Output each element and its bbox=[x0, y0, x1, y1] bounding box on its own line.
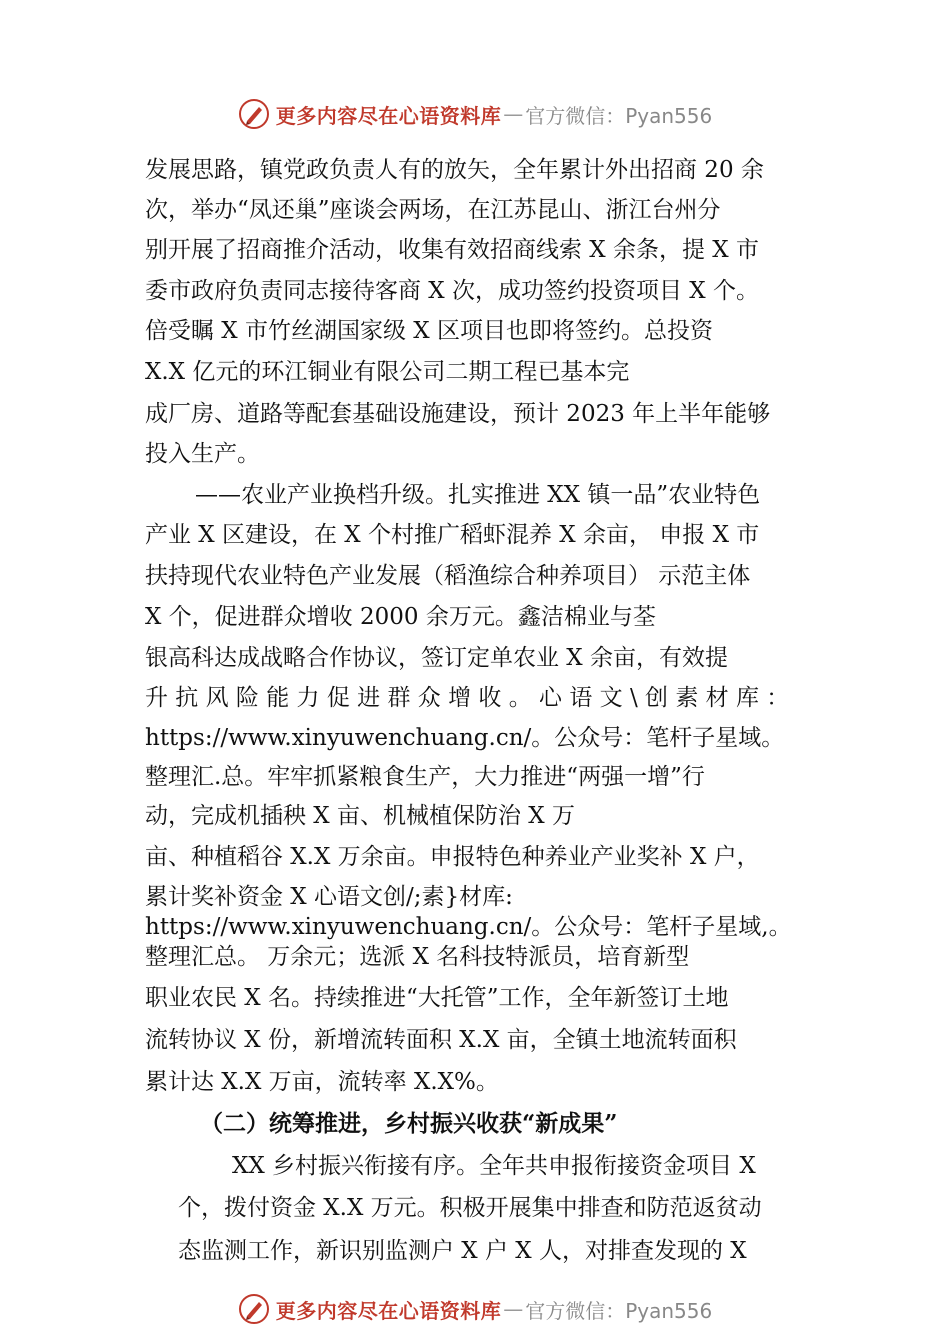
text-line: 扶持现代农业特色产业发展（稻渔综合种养项目） 示范主体 bbox=[145, 563, 751, 589]
text-line: 动，完成机插秧 X 亩、机械植保防治 X 万 bbox=[145, 803, 575, 829]
text-line: 累计奖补资金 X 心语文创/;素}材库: bbox=[145, 884, 513, 910]
footer-brand: 更多内容尽在心语资料库 bbox=[275, 1298, 502, 1323]
header-brand: 更多内容尽在心语资料库 bbox=[275, 103, 502, 128]
text-line: X.X 亿元的环江铜业有限公司二期工程已基本完 bbox=[145, 359, 630, 385]
text-line: 银高科达成战略合作协议，签订定单农业 X 余亩，有效提 bbox=[145, 645, 728, 671]
text-line: 整理汇总。 万余元；选派 X 名科技特派员，培育新型 bbox=[145, 944, 690, 970]
text-line: 发展思路，镇党政负责人有的放矢，全年累计外出招商 20 余 bbox=[145, 157, 764, 183]
text-line: 个，拨付资金 X.X 万元。积极开展集中排查和防范返贫动 bbox=[178, 1195, 762, 1221]
text-line: 态监测工作，新识别监测户 X 户 X 人，对排查发现的 X bbox=[178, 1238, 747, 1264]
section-heading: （二）统筹推进，乡村振兴收获“新成果” bbox=[200, 1110, 618, 1137]
text-line: XX 乡村振兴衔接有序。全年共申报衔接资金项目 X bbox=[232, 1153, 756, 1179]
text-line: 流转协议 X 份，新增流转面积 X.X 亩，全镇土地流转面积 bbox=[145, 1027, 737, 1053]
text-line: https://www.xinyuwenchuang.cn/。公众号：笔杆子星域。 bbox=[145, 725, 785, 751]
text-line: 产业 X 区建设，在 X 个村推广稻虾混养 X 余亩， 申报 X 市 bbox=[145, 522, 760, 548]
text-line: 别开展了招商推介活动，收集有效招商线索 X 余条，提 X 市 bbox=[145, 237, 759, 263]
text-line: 亩、种植稻谷 X.X 万余亩。申报特色种养业产业奖补 X 户， bbox=[145, 844, 760, 870]
text-line: 次，举办“凤还巢”座谈会两场，在江苏昆山、浙江台州分 bbox=[145, 197, 721, 223]
text-line: 投入生产。 bbox=[145, 441, 260, 467]
text-line: https://www.xinyuwenchuang.cn/。公众号：笔杆子星域,。 bbox=[145, 914, 792, 940]
text-line: ——农业产业换档升级。扎实推进 XX 镇一品”农业特色 bbox=[195, 482, 761, 508]
header-separator: — bbox=[503, 102, 524, 126]
header-contact: 官方微信：Pyan556 bbox=[525, 103, 713, 128]
text-line: 整理汇.总。牢牢抓紧粮食生产，大力推进“两强一增”行 bbox=[145, 764, 705, 790]
text-line: X 个，促进群众增收 2000 余万元。鑫洁棉业与荃 bbox=[145, 604, 656, 630]
text-line: 成厂房、道路等配套基础设施建设，预计 2023 年上半年能够 bbox=[145, 401, 771, 427]
text-line: 倍受瞩 X 市竹丝湖国家级 X 区项目也即将签约。总投资 bbox=[145, 318, 713, 344]
text-line: 委市政府负责同志接待客商 X 次，成功签约投资项目 X 个。 bbox=[145, 278, 759, 304]
footer-separator: — bbox=[503, 1297, 524, 1321]
pen-logo-icon bbox=[238, 1293, 270, 1325]
text-line: 累计达 X.X 万亩，流转率 X.X%。 bbox=[145, 1069, 499, 1095]
footer-contact: 官方微信：Pyan556 bbox=[525, 1298, 713, 1323]
text-line: 职业农民 X 名。持续推进“大托管”工作，全年新签订土地 bbox=[145, 985, 729, 1011]
text-line: 升 抗 风 险 能 力 促 进 群 众 增 收 。 心 语 文 \ 创 素 材 库 ： bbox=[145, 685, 790, 711]
footer-banner bbox=[0, 1289, 950, 1329]
